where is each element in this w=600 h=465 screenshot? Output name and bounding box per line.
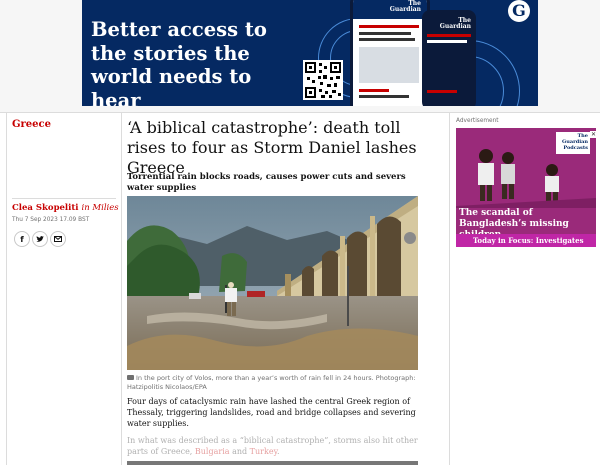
body-link-turkey[interactable]: Turkey [249, 447, 278, 456]
column-divider [449, 113, 450, 465]
side-ad-title: The scandal of Bangladesh’s missing [459, 208, 569, 229]
section-label[interactable]: Greece [12, 119, 51, 130]
author-name[interactable]: Clea Skopeliti [12, 203, 79, 213]
phone-illustration-dark [422, 10, 476, 106]
facebook-icon[interactable] [14, 231, 30, 247]
qr-code-icon [303, 60, 343, 100]
advertisement-label: Advertisement [456, 118, 499, 124]
byline[interactable] [12, 203, 119, 213]
article-standfirst: Torrential rain blocks roads, causes power cuts and severs water supplies [127, 172, 406, 193]
twitter-icon[interactable] [32, 231, 48, 247]
byline-location: in Milies [81, 203, 119, 213]
camera-icon [127, 375, 134, 380]
top-ad-headline: Better access to the stories the world needs to hear [91, 18, 267, 106]
phone-logo: The Guardian [439, 17, 471, 30]
publish-date[interactable]: Thu 7 Sep 2023 17.09 BST [12, 217, 90, 223]
svg-text:f: f [20, 235, 24, 244]
body-paragraph: In what was described as a “biblical catastrophe”, storms also hit other parts of Greece, Bulgaria and Turkey. [127, 436, 418, 456]
body-link-bulgaria[interactable]: Bulgaria [194, 447, 230, 456]
close-icon[interactable]: ✕ [590, 131, 597, 138]
body-paragraph: Four days of cataclysmic rain have lashed the central Greek region of Thessaly, triggering landslides, road and bridge collapses and severing water supplies. [127, 397, 416, 428]
email-icon[interactable] [50, 231, 66, 247]
side-ad-cta[interactable]: Today in Focus: Investigates [473, 236, 584, 245]
next-content-bar [127, 461, 418, 465]
article-main-image[interactable] [127, 196, 418, 370]
column-divider [6, 113, 7, 465]
image-caption [127, 374, 419, 392]
phone-illustration [350, 0, 430, 106]
side-advertisement[interactable] [456, 128, 596, 247]
caption-text: In the port city of Volos, more than a year’s worth of rain fell in 24 hours. Photograph: Hatzipolitis Nicolaos/EPA [127, 374, 416, 391]
top-advertisement[interactable] [82, 0, 538, 106]
phone-logo: The Guardian [389, 0, 421, 13]
column-divider [121, 113, 122, 465]
article-headline: ‘A biblical catastrophe’: death toll rises to four as Storm Daniel lashes Greece [127, 118, 417, 177]
podcast-logo-icon: The Guardian Podcasts [556, 132, 590, 154]
guardian-logo-icon: G [508, 0, 530, 22]
divider [12, 198, 116, 199]
